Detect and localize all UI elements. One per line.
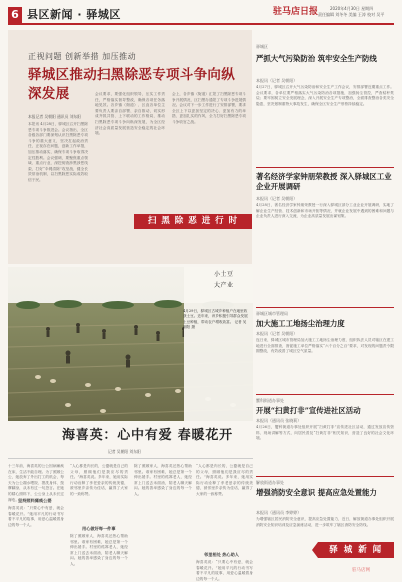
lead-body-col1: 本报讯 4月28日，驿城区召开扫黑除恶专项斗争推进会。会议指出，全区各级各部门要深刻认识扫黑除恶专项斗争的重大意义，坚决扛起政治责任，正视存在问题，创新工作举措，加压推动落实，确保专项斗争取得决定性胜利。会议强调，要聚焦重点领域、重点行业，深挖彻查涉黑涉恶线索，打好“伞网清除”攻坚战，健全长效常治机制，以扫黑除恶实际成效取信于民。: [28, 122, 88, 182]
right-byline-4: 本报讯（通讯员 张晓莉）: [256, 418, 302, 423]
date-line: 2020年4月30日 星期四: [330, 6, 374, 11]
divider: [256, 476, 394, 477]
right-body-1: 4月27日，驿城区召开大气污染防治和安全生产工作会议，安排部署近期重点工作。会议要求，各单位要严格落实大气污染防治各项措施，加强扬尘管控，严查秸秆焚烧；要牢固树立安全发展理念，深入开展安全生产专项整治，全面排查整治各类安全隐患，坚决遏制重特大事故发生，确保全区安全生产形势持续稳定。: [256, 85, 394, 106]
feature-subhead-2: 用心做好每一件事: [82, 526, 116, 531]
divider: [8, 458, 253, 459]
right-section-label: 解放街道办事处: [256, 480, 284, 485]
potato-field-photo: [8, 267, 253, 421]
right-byline-5: 本报讯（通讯员 李婷婷）: [256, 510, 302, 515]
feature-body-col1: 十三年前，海喜英的公公因病瘫痪在床，生活不能自理。为了照顾公公，她放弃了外出打工的机会，每天为公公端水喂饭、擦洗身体、按摩翻身，从未有过一句怨言。在她的精心照料下，公公身上从未长过褥疮。: [8, 464, 64, 502]
site-watermark: 驻马店网: [352, 568, 370, 573]
right-byline-3: 本报讯（记者 吴朝阳）: [256, 331, 298, 336]
feature-headline: 海喜英：心中有爱 春暖花开: [62, 428, 233, 443]
divider: [256, 307, 394, 308]
section-badge: 驿 城 新 闻: [318, 542, 394, 558]
right-headline-4: 开展“扫黄打非”宣传进社区活动: [256, 406, 361, 415]
right-body-5: 为增强辖区居民消防安全意识，提高应急处置能力，近日，解放街道办事处组织开展消防安全知识培训及应急演练活动，进一步筑牢了辖区消防安全防线。: [256, 517, 394, 527]
lead-body-col3: 会上，各乡镇（街道）汇报了扫黑除恶专项斗争开展情况，区扫黑办通报了专项斗争进展情况。会议对下一步工作进行了安排部署，要求全区上下以更加坚定的决心、更加有力的举措、更加扎实的作风，全力打好扫黑除恶专项斗争收官之战。: [172, 92, 246, 124]
right-body-4: 4月26日，蟹科街道办事处组织开展“扫黄打非”宣传进社区活动，通过发放宣传资料、现场讲解等方式，向居民普及“扫黄打非”相关知识，营造了良好的社会文化环境。: [256, 425, 394, 441]
right-headline-3: 加大施工工地扬尘治理力度: [256, 319, 345, 328]
divider: [256, 394, 394, 395]
feature-subhead-1: 坚持照料瘫痪公婆: [18, 498, 52, 503]
right-byline-1: 本报讯（记者 吴朝阳）: [256, 78, 298, 83]
feature-body-col4b: 海喜英说：“只要心中有爱，就会春暖花开。”她用平凡的行动书写着不平凡的故事，用爱心温暖着身边的每一个人。: [196, 560, 253, 581]
right-headline-2: 著名经济学家钟朋荣教授 深入驿城区工业企业开展调研: [256, 172, 392, 191]
editor-line: 责任编辑 刘冬冬 美编 王涛 校对 吴平: [318, 12, 385, 17]
right-section-label: 驿城区城市管理局: [256, 311, 288, 316]
lead-kicker: 正视问题 创新举措 加压推动: [28, 52, 137, 61]
right-body-3: 连日来，驿城区城市管理局加大施工工地扬尘治理力度，组织执法人员对辖区在建工地进行全面排查，督促施工单位严格落实“六个百分之百”要求，对发现的问题责令限期整改，有效改善了城区空气质量。: [256, 338, 394, 354]
right-byline-2: 本报讯（记者 吴朝阳）: [256, 196, 298, 201]
right-headline-1: 严抓大气污染防治 筑牢安全生产防线: [256, 54, 377, 63]
right-section-label: 驿城区: [256, 44, 268, 49]
lead-headline: 驿城区推动扫黑除恶专项斗争向纵深发展: [28, 67, 235, 102]
divider: [256, 167, 394, 168]
page-number: 6: [8, 7, 22, 23]
feature-byline: 记者 吴朝阳 刘东阳: [108, 449, 141, 454]
feature-body-col4: “人心都是肉长的，公婆就是自己的父母，照顾他们是我应尽的责任。”海喜英说。多年来，她用实际行动诠释了孝老爱亲的传统美德，被邻里乡亲传为佳话，赢得了大家的一致称赞。: [196, 464, 253, 496]
feature-body-col1b: 海喜英说：“只要心中有爱，就会春暖花开。”她用平凡的行动书写着不平凡的故事，用爱心温暖着身边的每一个人。: [8, 506, 64, 527]
right-body-2: 4月28日，著名经济学家钟朋荣教授一行深入驿城区部分工业企业开展调研，实地了解企业生产经营、技术创新和市场开拓等情况，并就企业发展中遇到的困难和问题与企业负责人进行深入交流，为企业高质量发展出谋划策。: [256, 203, 394, 219]
section-title: 县区新闻 · 驿城区: [27, 8, 121, 21]
lead-body-col2: 会议要求，要强化组织领导，压实工作责任，严格落实督导整改，确保各项任务落地见效。各乡镇（街道）、区直各单位主要负责人要亲自部署、亲自推动，切实形成齐抓共管、上下联动的工作格局，推动扫黑除恶专项斗争向纵深发展，为全区经济社会高质量发展营造安全稳定的社会环境。: [95, 92, 165, 136]
paper-logo: 驻马店日报: [273, 7, 319, 17]
lead-byline: 本报记者 吴朝阳 通讯员 刘东阳: [28, 114, 81, 119]
photo-title-line2: 大产业: [214, 282, 234, 289]
feature-body-col2: “人心都是肉长的，公婆就是自己的父母，照顾他们是我应尽的责任。”海喜英说。多年来，她用实际行动诠释了孝老爱亲的传统美德，被邻里乡亲传为佳话，赢得了大家的一致称赞。: [70, 464, 128, 496]
feature-subhead-3: 邻里相处 热心助人: [204, 552, 239, 557]
crackdown-banner: 扫 黑 除 恶 进 行 时: [134, 214, 252, 229]
feature-body-col3: 除了照顾家人，海喜英还热心帮助邻里。谁家有困难，她总是第一个伸出援手。村里的孤寡老人，她经常上门送去米面油，陪老人聊天解闷。她的善举感染了身边的每一个人。: [134, 464, 192, 496]
feature-body-col2b: 除了照顾家人，海喜英还热心帮助邻里。谁家有困难，她总是第一个伸出援手。村里的孤寡老人，她经常上门送去米面油，陪老人聊天解闷。她的善举感染了身边的每一个人。: [70, 534, 128, 566]
right-section-label: 蟹科街道办事处: [256, 398, 284, 403]
photo-caption: 4月29日，驿城区古城乡种植户在地里收获土豆。近年来，该乡积极引导群众发展土豆种植，带动农户增收致富。 记者 吴朝阳 摄: [183, 309, 248, 330]
right-headline-5: 增强消防安全意识 提高应急处置能力: [256, 488, 377, 497]
photo-title-line1: 小土豆: [214, 271, 234, 278]
